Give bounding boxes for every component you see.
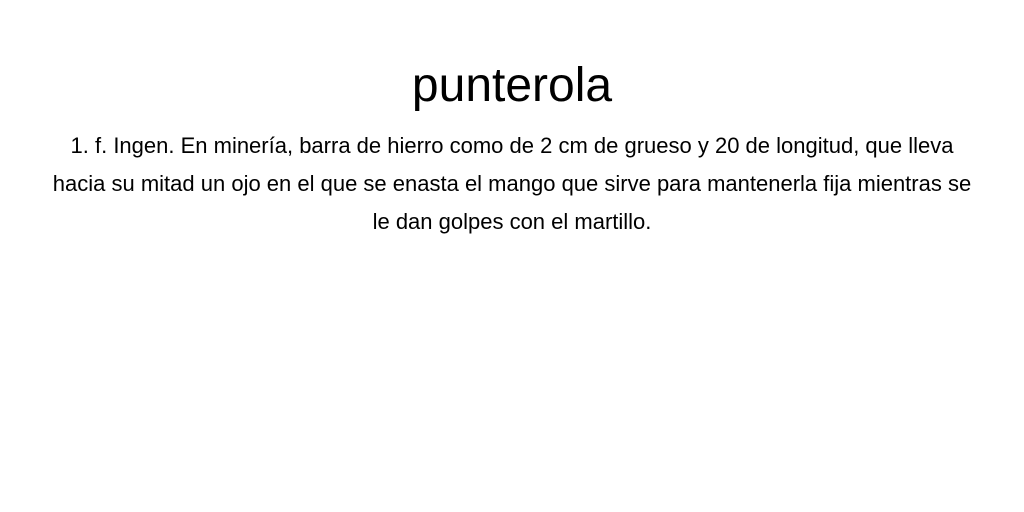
definition-text: 1. f. Ingen. En minería, barra de hierro como de 2 cm de grueso y 20 de longitud, que lleva hacia su mitad un ojo en el que se enasta el mango que sirve para mantenerla fija mientras se le dan golpes con el martillo. bbox=[52, 133, 972, 234]
headword-title: punterola bbox=[411, 59, 613, 112]
